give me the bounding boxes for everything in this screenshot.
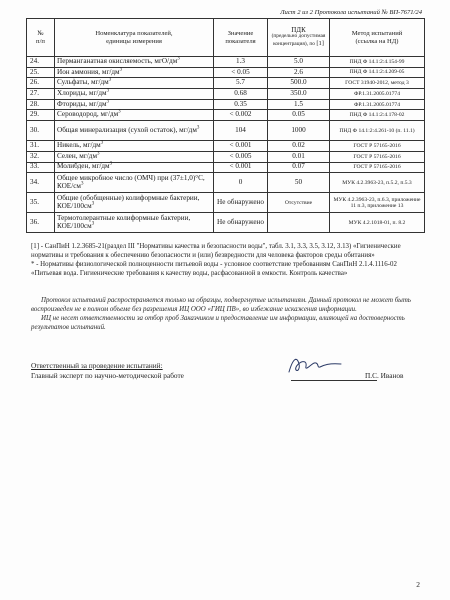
table-row [27, 193, 425, 213]
table-row [27, 173, 425, 193]
cell-value: < 0.001 [214, 162, 268, 173]
cell-name-text: Никель, мг/дм [57, 141, 101, 149]
cell-method: МУК 4.2.3963-23, п.6.3, приложение 11 п.3, приложение 13 [330, 193, 425, 213]
cell-num: 33. [27, 162, 55, 173]
cell-name [55, 89, 214, 100]
cell-num: 26. [27, 78, 55, 89]
cell-name-unit-exponent: 3 [196, 125, 200, 131]
cell-name-text: Сероводород, мг/дм [57, 110, 119, 119]
note-ref-star: * - Нормативы физиологической полноценности питьевой воды - условное соответствие требованиям СанПиН 2.1.4.1116-02 «Питьевая вода. Гигиенические требования к качеству воды, расфасованной в емкости. Контроль качества» [31, 260, 397, 277]
cell-pdk: 0.05 [268, 110, 330, 121]
cell-value: Не обнаружено [214, 213, 268, 233]
cell-name [55, 121, 214, 141]
cell-pdk: 1.5 [268, 99, 330, 110]
cell-method: ГОСТ 31940-2012, метод 3 [330, 78, 425, 89]
cell-value: 0.35 [214, 99, 268, 110]
disclaimer-p2: ИЦ не несет ответственности за отбор проб Заказчиком и предоставление им информации, влияющей на достоверность результатов испытаний. [31, 314, 405, 331]
cell-pdk: 500.0 [268, 78, 330, 89]
cell-value: Не обнаружено [214, 193, 268, 213]
cell-num: 34. [27, 173, 55, 193]
cell-name [55, 151, 214, 162]
cell-value: < 0.002 [214, 110, 268, 121]
cell-pdk: 50 [268, 173, 330, 193]
cell-value: < 0.001 [214, 141, 268, 152]
cell-name-unit-exponent: 3 [106, 99, 110, 105]
cell-name [55, 110, 214, 121]
cell-name-text: Сульфаты, мг/дм [57, 78, 109, 87]
signer-position: Главный эксперт по научно-методической работе [31, 371, 184, 380]
cell-num: 28. [27, 99, 55, 110]
table-row [27, 141, 425, 152]
cell-name-text: Общая минерализация (сухой остаток), мг/дм [57, 125, 197, 134]
cell-pdk: 350.0 [268, 89, 330, 100]
cell-name-unit-exponent: 3 [108, 77, 112, 83]
cell-pdk: 5.0 [268, 57, 330, 68]
table-row [27, 99, 425, 110]
cell-name [55, 57, 214, 68]
cell-method: ФР.1.31.2005.01774 [330, 89, 425, 100]
cell-name-unit-exponent: 3 [91, 221, 95, 227]
cell-name [55, 173, 214, 193]
table-row [27, 78, 425, 89]
table-header-row [27, 19, 425, 57]
cell-method: ГОСТ Р 57165-2016 [330, 151, 425, 162]
cell-num: 27. [27, 89, 55, 100]
cell-method: ФР.1.31.2005.01774 [330, 99, 425, 110]
cell-pdk: 0.01 [268, 151, 330, 162]
cell-name-unit-exponent: 3 [119, 67, 123, 73]
cell-num: 35. [27, 193, 55, 213]
note-ref1: [1] - СанПиН 1.2.3685-21(раздел III "Нормативы качества и безопасности воды", табл. 3.1, 3.3, 3.5, 3.12, 3.13) «Гигиенические нормативы и требования к обеспечению безопасности и (или) безвредности для человека факторов среды обитания» [31, 243, 401, 259]
cell-name [55, 78, 214, 89]
cell-name [55, 162, 214, 173]
cell-method: ГОСТ Р 57165-2016 [330, 162, 425, 173]
cell-name-unit-exponent: 3 [118, 109, 121, 115]
header-pdk-ref: [1] [316, 40, 324, 48]
cell-num: 24. [27, 57, 55, 68]
cell-name-text: Перманганатная окисляемость, мгО/дм [57, 56, 178, 65]
cell-name-text: Общие (обобщенные) колиформные бактерии, КОЕ/100см [57, 193, 200, 210]
cell-name-text: Термотолерантные колиформные бактерии, КОЕ/100см [57, 213, 191, 230]
table-row [27, 151, 425, 162]
cell-pdk [268, 213, 330, 233]
table-row [27, 67, 425, 78]
header-pdk [268, 19, 330, 57]
cell-method: ПНД Ф 14.1:2:4.154-99 [330, 57, 425, 68]
cell-name-unit-exponent: 3 [177, 56, 180, 62]
cell-num: 36. [27, 213, 55, 233]
cell-value: 0 [214, 173, 268, 193]
table-row [27, 213, 425, 233]
table-row [27, 121, 425, 141]
header-num: № п/п [27, 19, 55, 57]
cell-method: МУК 4.2.1018-01, п. 8.2 [330, 213, 425, 233]
cell-value: 0.68 [214, 89, 268, 100]
table-row [27, 162, 425, 173]
cell-name [55, 193, 214, 213]
header-name: Номенклатура показателей, единицы измерения [55, 19, 214, 57]
cell-method: ГОСТ Р 57165-2016 [330, 141, 425, 152]
cell-method: ПНД Ф 14.1:2:4.261-10 (п. 11.1) [330, 121, 425, 141]
cell-name-unit-exponent: 3 [106, 88, 110, 94]
disclaimer-section [31, 297, 421, 333]
cell-value: 104 [214, 121, 268, 141]
cell-name [55, 141, 214, 152]
sheet-info: Лист 2 из 2 Протокола испытаний № ВП-7671/24 [280, 9, 422, 16]
cell-method: ПНД Ф 14.1:2:4.178-02 [330, 110, 425, 121]
cell-name [55, 213, 214, 233]
cell-pdk: 2.6 [268, 67, 330, 78]
signer-name: П.С. Иванов [365, 371, 404, 380]
cell-pdk: 0.02 [268, 141, 330, 152]
cell-num: 25. [27, 67, 55, 78]
notes-section [31, 243, 421, 279]
cell-pdk: 0.07 [268, 162, 330, 173]
responsible-label: Ответственный за проведение испытаний: [31, 361, 163, 370]
cell-name-text: Ион аммония, мг/дм [57, 67, 120, 76]
cell-pdk: 1000 [268, 121, 330, 141]
cell-pdk: Отсутствие [268, 193, 330, 213]
cell-num: 30. [27, 121, 55, 141]
header-pdk-note: (предельно допустимая концентрация), по [1] [271, 33, 326, 48]
cell-num: 31. [27, 141, 55, 152]
header-pdk-title: ПДК [291, 25, 306, 34]
cell-name-unit-exponent: 3 [80, 181, 84, 187]
cell-value: < 0.005 [214, 151, 268, 162]
table-row [27, 89, 425, 100]
cell-name-text: Селен, мг/дм [57, 151, 97, 160]
disclaimer-p1: Протокол испытаний распространяется только на образцы, подвергнутые испытаниям. Данный протокол не может быть воспроизведен не в полном объеме без разрешения ИЦ ООО «ГИЦ ПВ», во избежание искажения информации. [31, 297, 411, 313]
table-row [27, 57, 425, 68]
cell-name [55, 99, 214, 110]
table-row [27, 110, 425, 121]
cell-method: ПНД Ф 14.1:2:4.209-05 [330, 67, 425, 78]
header-method: Метод испытаний (ссылка на НД) [330, 19, 425, 57]
cell-name-text: Фториды, мг/дм [57, 99, 107, 108]
cell-num: 29. [27, 110, 55, 121]
results-table [26, 18, 425, 233]
cell-name-unit-exponent: 3 [109, 161, 113, 167]
cell-name [55, 67, 214, 78]
page-number: 2 [416, 580, 420, 589]
cell-value: < 0.05 [214, 67, 268, 78]
cell-num: 32. [27, 151, 55, 162]
cell-name-text: Хлориды, мг/дм [57, 88, 107, 97]
cell-value: 5.7 [214, 78, 268, 89]
cell-name-unit-exponent: 3 [91, 201, 95, 207]
signature-block [31, 361, 421, 382]
cell-name-unit-exponent: 3 [100, 140, 104, 146]
cell-name-unit-exponent: 3 [97, 151, 100, 157]
cell-method: МУК 4.2.3963-23, п.5.2, п.5.3 [330, 173, 425, 193]
cell-name-text: Общее микробное число (ОМЧ) при (37±1,0)°С, КОЕ/см [57, 173, 205, 190]
handwritten-signature-icon [285, 354, 343, 374]
cell-value: 1.3 [214, 57, 268, 68]
cell-name-text: Молибден, мг/дм [57, 162, 110, 171]
header-value: Значение показателя [214, 19, 268, 57]
